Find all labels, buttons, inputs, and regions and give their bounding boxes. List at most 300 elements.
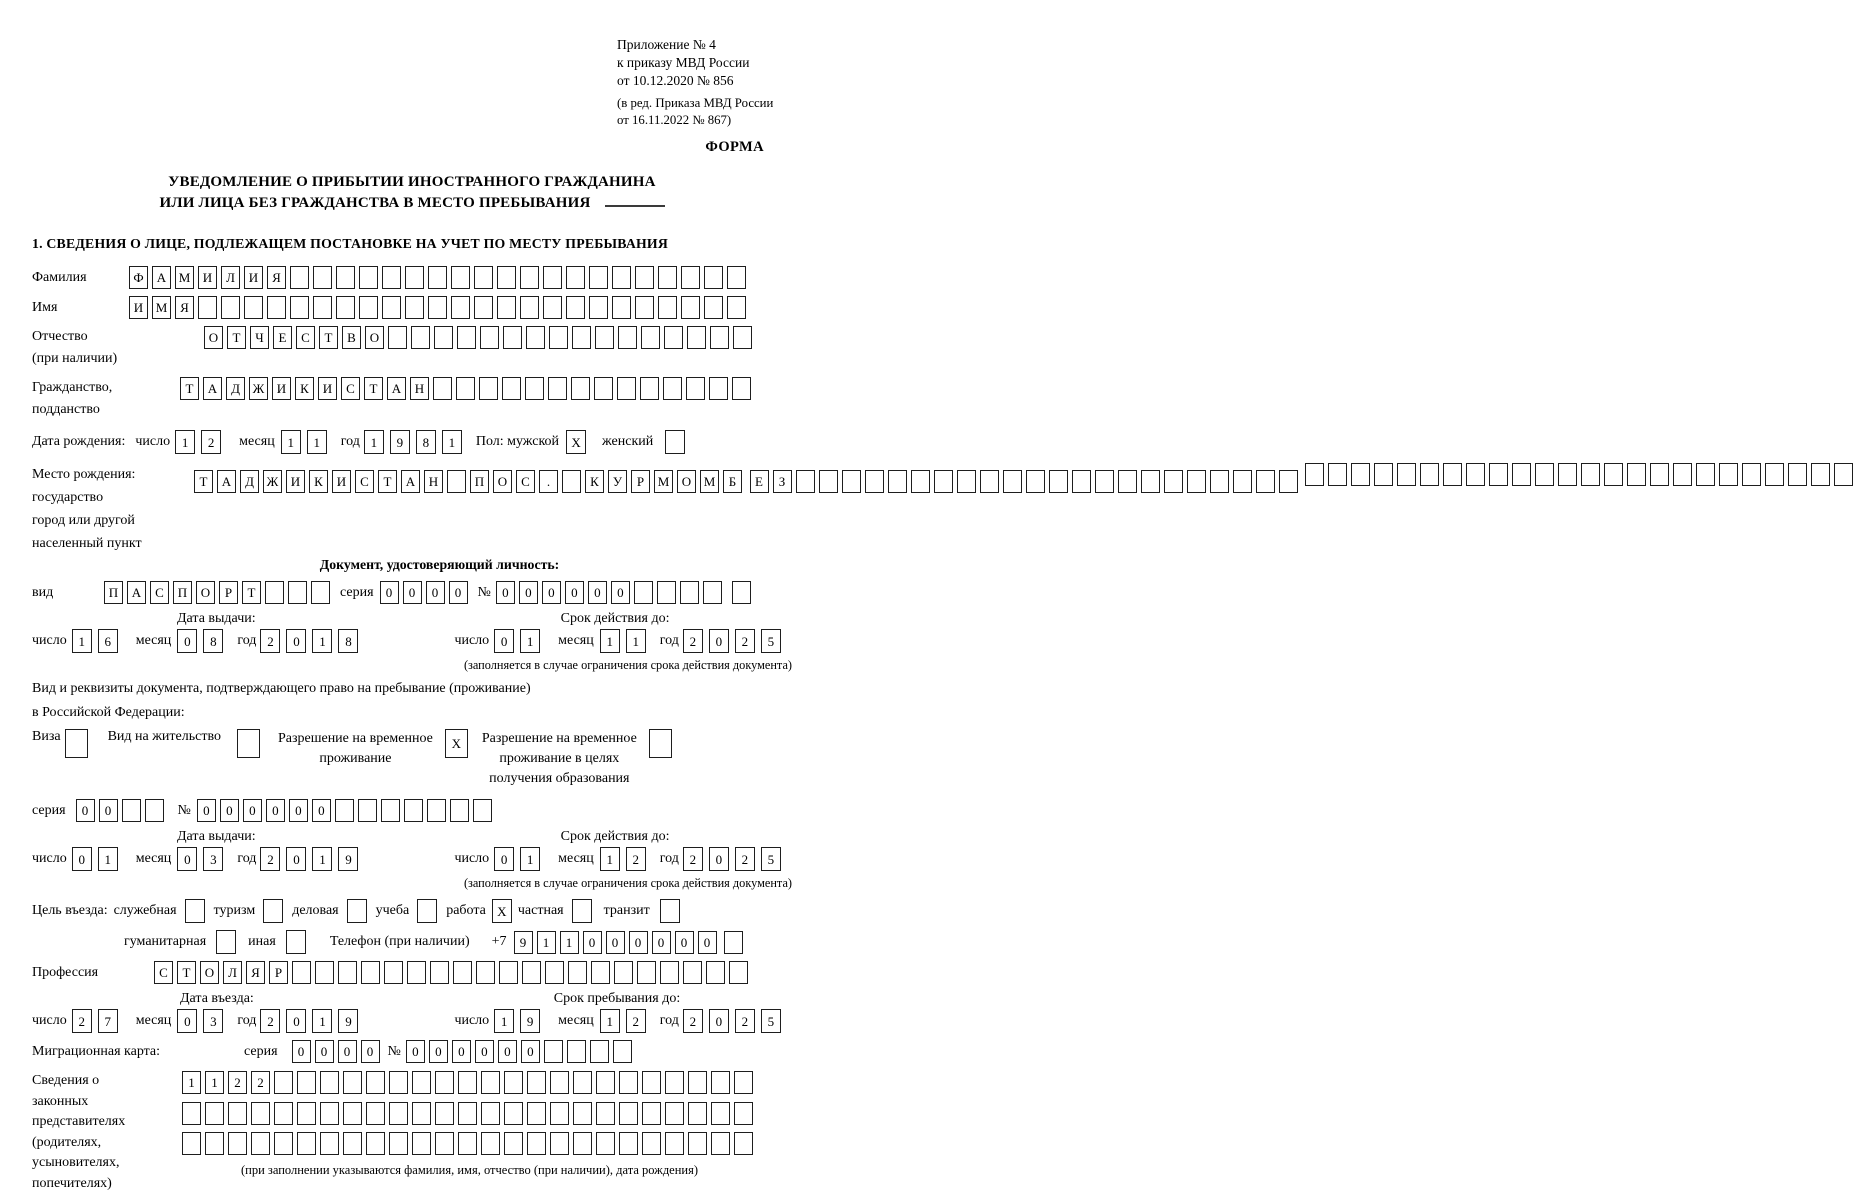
char-box[interactable]	[796, 470, 815, 493]
char-box[interactable]: 0	[76, 799, 95, 822]
char-box[interactable]: 5	[761, 629, 781, 653]
char-box[interactable]: 0	[403, 581, 422, 604]
char-box[interactable]: X	[445, 729, 468, 758]
char-box[interactable]	[313, 266, 332, 289]
char-box[interactable]: 0	[698, 931, 717, 954]
char-box[interactable]	[1233, 470, 1252, 493]
char-box[interactable]	[1604, 463, 1623, 486]
char-box[interactable]: К	[585, 470, 604, 493]
char-box[interactable]	[724, 931, 743, 954]
char-box[interactable]	[681, 296, 700, 319]
char-box[interactable]	[614, 961, 633, 984]
char-box[interactable]	[435, 1071, 454, 1094]
char-box[interactable]	[642, 1132, 661, 1155]
char-box[interactable]	[640, 377, 659, 400]
char-box[interactable]: С	[516, 470, 535, 493]
char-box[interactable]: 9	[338, 847, 358, 871]
char-box[interactable]: 2	[228, 1071, 247, 1094]
char-box[interactable]	[1811, 463, 1830, 486]
char-box[interactable]	[596, 1102, 615, 1125]
char-box[interactable]: 9	[514, 931, 533, 954]
char-box[interactable]	[417, 899, 437, 923]
char-box[interactable]: 1	[494, 1009, 514, 1033]
char-box[interactable]	[1026, 470, 1045, 493]
char-box[interactable]	[543, 296, 562, 319]
char-box[interactable]	[320, 1071, 339, 1094]
char-box[interactable]: Р	[219, 581, 238, 604]
char-box[interactable]: И	[198, 266, 217, 289]
char-box[interactable]: С	[154, 961, 173, 984]
char-box[interactable]: Д	[240, 470, 259, 493]
char-box[interactable]: 2	[260, 847, 280, 871]
char-box[interactable]	[642, 1071, 661, 1094]
char-box[interactable]	[405, 296, 424, 319]
char-box[interactable]	[237, 729, 260, 758]
char-box[interactable]	[572, 899, 592, 923]
char-box[interactable]	[435, 1102, 454, 1125]
char-box[interactable]: 1	[520, 629, 540, 653]
char-box[interactable]	[660, 899, 680, 923]
char-box[interactable]	[612, 296, 631, 319]
char-box[interactable]	[734, 1132, 753, 1155]
char-box[interactable]	[525, 377, 544, 400]
char-box[interactable]	[665, 1071, 684, 1094]
char-box[interactable]	[591, 961, 610, 984]
char-box[interactable]: 9	[520, 1009, 540, 1033]
char-box[interactable]	[527, 1071, 546, 1094]
char-box[interactable]	[65, 729, 88, 758]
char-box[interactable]	[595, 326, 614, 349]
char-box[interactable]	[480, 326, 499, 349]
char-box[interactable]: 0	[426, 581, 445, 604]
char-box[interactable]	[686, 377, 705, 400]
char-box[interactable]: 1	[600, 629, 620, 653]
char-box[interactable]	[688, 1132, 707, 1155]
char-box[interactable]	[476, 961, 495, 984]
char-box[interactable]	[711, 1071, 730, 1094]
char-box[interactable]: 0	[243, 799, 262, 822]
char-box[interactable]: 0	[286, 1009, 306, 1033]
char-box[interactable]	[681, 266, 700, 289]
char-box[interactable]: 3	[203, 1009, 223, 1033]
char-box[interactable]	[122, 799, 141, 822]
char-box[interactable]: Я	[175, 296, 194, 319]
char-box[interactable]	[451, 296, 470, 319]
char-box[interactable]	[1512, 463, 1531, 486]
char-box[interactable]: 1	[626, 629, 646, 653]
char-box[interactable]	[267, 296, 286, 319]
char-box[interactable]: Т	[242, 581, 261, 604]
char-box[interactable]	[680, 581, 699, 604]
char-box[interactable]	[526, 326, 545, 349]
char-box[interactable]	[336, 296, 355, 319]
char-box[interactable]: 2	[735, 1009, 755, 1033]
char-box[interactable]: 1	[312, 629, 332, 653]
char-box[interactable]	[589, 296, 608, 319]
char-box[interactable]: X	[566, 430, 586, 454]
char-box[interactable]	[458, 1132, 477, 1155]
char-box[interactable]	[504, 1102, 523, 1125]
char-box[interactable]	[343, 1132, 362, 1155]
char-box[interactable]	[710, 326, 729, 349]
char-box[interactable]: 3	[203, 847, 223, 871]
char-box[interactable]: Т	[177, 961, 196, 984]
char-box[interactable]: 0	[652, 931, 671, 954]
char-box[interactable]	[315, 961, 334, 984]
char-box[interactable]	[1351, 463, 1370, 486]
char-box[interactable]: 0	[494, 847, 514, 871]
char-box[interactable]	[1072, 470, 1091, 493]
char-box[interactable]	[658, 296, 677, 319]
char-box[interactable]	[457, 326, 476, 349]
char-box[interactable]	[297, 1102, 316, 1125]
char-box[interactable]: 0	[519, 581, 538, 604]
char-box[interactable]	[381, 799, 400, 822]
char-box[interactable]: Р	[631, 470, 650, 493]
char-box[interactable]	[428, 266, 447, 289]
char-box[interactable]: 0	[588, 581, 607, 604]
char-box[interactable]	[274, 1132, 293, 1155]
char-box[interactable]	[366, 1071, 385, 1094]
char-box[interactable]	[404, 799, 423, 822]
char-box[interactable]: Ч	[250, 326, 269, 349]
char-box[interactable]	[635, 266, 654, 289]
char-box[interactable]	[571, 377, 590, 400]
char-box[interactable]: А	[401, 470, 420, 493]
char-box[interactable]	[359, 296, 378, 319]
char-box[interactable]	[343, 1102, 362, 1125]
char-box[interactable]	[481, 1132, 500, 1155]
char-box[interactable]: 0	[675, 931, 694, 954]
char-box[interactable]	[311, 581, 330, 604]
char-box[interactable]	[572, 326, 591, 349]
char-box[interactable]	[1305, 463, 1324, 486]
char-box[interactable]	[617, 377, 636, 400]
char-box[interactable]: 1	[307, 430, 327, 454]
char-box[interactable]	[481, 1071, 500, 1094]
char-box[interactable]: Т	[180, 377, 199, 400]
char-box[interactable]: 0	[498, 1040, 517, 1063]
char-box[interactable]	[297, 1071, 316, 1094]
char-box[interactable]	[733, 326, 752, 349]
char-box[interactable]	[1095, 470, 1114, 493]
char-box[interactable]	[456, 377, 475, 400]
char-box[interactable]	[619, 1132, 638, 1155]
char-box[interactable]	[205, 1132, 224, 1155]
char-box[interactable]: 2	[251, 1071, 270, 1094]
char-box[interactable]	[1210, 470, 1229, 493]
char-box[interactable]	[683, 961, 702, 984]
char-box[interactable]: 0	[286, 629, 306, 653]
char-box[interactable]: 9	[338, 1009, 358, 1033]
char-box[interactable]	[635, 296, 654, 319]
char-box[interactable]	[1420, 463, 1439, 486]
char-box[interactable]	[274, 1102, 293, 1125]
char-box[interactable]: 1	[281, 430, 301, 454]
char-box[interactable]: П	[173, 581, 192, 604]
char-box[interactable]: С	[296, 326, 315, 349]
char-box[interactable]	[335, 799, 354, 822]
char-box[interactable]: 0	[72, 847, 92, 871]
char-box[interactable]	[980, 470, 999, 493]
char-box[interactable]	[497, 266, 516, 289]
char-box[interactable]: 0	[611, 581, 630, 604]
char-box[interactable]	[619, 1071, 638, 1094]
char-box[interactable]	[658, 266, 677, 289]
char-box[interactable]: 0	[361, 1040, 380, 1063]
char-box[interactable]	[641, 326, 660, 349]
char-box[interactable]	[412, 1071, 431, 1094]
char-box[interactable]	[313, 296, 332, 319]
char-box[interactable]	[228, 1132, 247, 1155]
char-box[interactable]	[198, 296, 217, 319]
char-box[interactable]	[1719, 463, 1738, 486]
char-box[interactable]: 0	[99, 799, 118, 822]
char-box[interactable]: С	[150, 581, 169, 604]
char-box[interactable]: 0	[312, 799, 331, 822]
char-box[interactable]: И	[332, 470, 351, 493]
char-box[interactable]: О	[204, 326, 223, 349]
char-box[interactable]	[411, 326, 430, 349]
char-box[interactable]	[664, 326, 683, 349]
char-box[interactable]	[428, 296, 447, 319]
char-box[interactable]	[382, 296, 401, 319]
char-box[interactable]: М	[654, 470, 673, 493]
char-box[interactable]	[734, 1071, 753, 1094]
char-box[interactable]	[297, 1132, 316, 1155]
char-box[interactable]	[1118, 470, 1137, 493]
char-box[interactable]	[568, 961, 587, 984]
char-box[interactable]	[573, 1132, 592, 1155]
char-box[interactable]: Л	[221, 266, 240, 289]
char-box[interactable]: 0	[177, 629, 197, 653]
char-box[interactable]	[320, 1102, 339, 1125]
char-box[interactable]: 0	[709, 1009, 729, 1033]
char-box[interactable]: Р	[269, 961, 288, 984]
char-box[interactable]	[1187, 470, 1206, 493]
char-box[interactable]	[934, 470, 953, 493]
char-box[interactable]: X	[492, 899, 512, 923]
char-box[interactable]: 1	[600, 1009, 620, 1033]
char-box[interactable]: 1	[520, 847, 540, 871]
char-box[interactable]: 0	[709, 847, 729, 871]
char-box[interactable]: 1	[72, 629, 92, 653]
char-box[interactable]: А	[387, 377, 406, 400]
char-box[interactable]: 0	[292, 1040, 311, 1063]
char-box[interactable]	[688, 1071, 707, 1094]
char-box[interactable]: Л	[223, 961, 242, 984]
char-box[interactable]	[274, 1071, 293, 1094]
char-box[interactable]	[389, 1102, 408, 1125]
char-box[interactable]	[474, 266, 493, 289]
char-box[interactable]	[405, 266, 424, 289]
char-box[interactable]	[1673, 463, 1692, 486]
char-box[interactable]: Н	[424, 470, 443, 493]
char-box[interactable]: 2	[201, 430, 221, 454]
char-box[interactable]: 2	[683, 629, 703, 653]
char-box[interactable]	[1581, 463, 1600, 486]
char-box[interactable]	[704, 266, 723, 289]
char-box[interactable]: 0	[521, 1040, 540, 1063]
char-box[interactable]: О	[365, 326, 384, 349]
char-box[interactable]	[729, 961, 748, 984]
char-box[interactable]	[434, 326, 453, 349]
char-box[interactable]	[343, 1071, 362, 1094]
char-box[interactable]: М	[175, 266, 194, 289]
char-box[interactable]	[479, 377, 498, 400]
char-box[interactable]: 1	[175, 430, 195, 454]
char-box[interactable]	[618, 326, 637, 349]
char-box[interactable]: У	[608, 470, 627, 493]
char-box[interactable]	[544, 1040, 563, 1063]
char-box[interactable]	[711, 1102, 730, 1125]
char-box[interactable]	[657, 581, 676, 604]
char-box[interactable]	[1256, 470, 1275, 493]
char-box[interactable]	[473, 799, 492, 822]
char-box[interactable]: И	[286, 470, 305, 493]
char-box[interactable]	[1374, 463, 1393, 486]
char-box[interactable]: 0	[177, 847, 197, 871]
char-box[interactable]: 6	[98, 629, 118, 653]
char-box[interactable]	[382, 266, 401, 289]
char-box[interactable]	[732, 377, 751, 400]
char-box[interactable]: Т	[364, 377, 383, 400]
char-box[interactable]: 0	[286, 847, 306, 871]
char-box[interactable]: 2	[72, 1009, 92, 1033]
char-box[interactable]	[450, 799, 469, 822]
char-box[interactable]	[1328, 463, 1347, 486]
char-box[interactable]	[957, 470, 976, 493]
char-box[interactable]: 1	[182, 1071, 201, 1094]
char-box[interactable]: 0	[475, 1040, 494, 1063]
char-box[interactable]	[665, 1102, 684, 1125]
char-box[interactable]: 5	[761, 1009, 781, 1033]
char-box[interactable]: 0	[629, 931, 648, 954]
char-box[interactable]: 5	[761, 847, 781, 871]
char-box[interactable]	[911, 470, 930, 493]
char-box[interactable]	[336, 266, 355, 289]
char-box[interactable]: 8	[338, 629, 358, 653]
char-box[interactable]: 1	[364, 430, 384, 454]
char-box[interactable]	[244, 296, 263, 319]
char-box[interactable]	[1696, 463, 1715, 486]
char-box[interactable]: А	[203, 377, 222, 400]
char-box[interactable]	[734, 1102, 753, 1125]
char-box[interactable]	[562, 470, 581, 493]
char-box[interactable]	[221, 296, 240, 319]
char-box[interactable]: 0	[494, 629, 514, 653]
char-box[interactable]: А	[217, 470, 236, 493]
char-box[interactable]: 1	[560, 931, 579, 954]
char-box[interactable]: 8	[203, 629, 223, 653]
char-box[interactable]: 0	[429, 1040, 448, 1063]
char-box[interactable]: 0	[606, 931, 625, 954]
char-box[interactable]	[527, 1102, 546, 1125]
char-box[interactable]	[292, 961, 311, 984]
char-box[interactable]	[704, 296, 723, 319]
char-box[interactable]: 0	[177, 1009, 197, 1033]
char-box[interactable]	[550, 1132, 569, 1155]
char-box[interactable]	[504, 1071, 523, 1094]
char-box[interactable]	[1535, 463, 1554, 486]
char-box[interactable]	[545, 961, 564, 984]
char-box[interactable]: .	[539, 470, 558, 493]
char-box[interactable]	[688, 1102, 707, 1125]
char-box[interactable]	[566, 266, 585, 289]
char-box[interactable]: А	[152, 266, 171, 289]
char-box[interactable]: 0	[266, 799, 285, 822]
char-box[interactable]	[727, 296, 746, 319]
char-box[interactable]: И	[272, 377, 291, 400]
char-box[interactable]	[251, 1132, 270, 1155]
char-box[interactable]: 1	[98, 847, 118, 871]
char-box[interactable]	[497, 296, 516, 319]
char-box[interactable]: Ж	[263, 470, 282, 493]
char-box[interactable]	[458, 1102, 477, 1125]
char-box[interactable]	[1003, 470, 1022, 493]
char-box[interactable]: 0	[338, 1040, 357, 1063]
char-box[interactable]	[594, 377, 613, 400]
char-box[interactable]	[290, 296, 309, 319]
char-box[interactable]: Т	[227, 326, 246, 349]
char-box[interactable]	[412, 1132, 431, 1155]
char-box[interactable]	[634, 581, 653, 604]
char-box[interactable]	[549, 326, 568, 349]
char-box[interactable]: 1	[442, 430, 462, 454]
char-box[interactable]	[732, 581, 751, 604]
char-box[interactable]: 9	[390, 430, 410, 454]
char-box[interactable]	[665, 1132, 684, 1155]
char-box[interactable]: Е	[750, 470, 769, 493]
char-box[interactable]: 0	[289, 799, 308, 822]
char-box[interactable]: З	[773, 470, 792, 493]
char-box[interactable]	[612, 266, 631, 289]
char-box[interactable]: П	[104, 581, 123, 604]
char-box[interactable]	[453, 961, 472, 984]
char-box[interactable]	[481, 1102, 500, 1125]
char-box[interactable]	[474, 296, 493, 319]
char-box[interactable]: 0	[220, 799, 239, 822]
char-box[interactable]	[435, 1132, 454, 1155]
char-box[interactable]	[290, 266, 309, 289]
char-box[interactable]: П	[470, 470, 489, 493]
char-box[interactable]: В	[342, 326, 361, 349]
char-box[interactable]	[819, 470, 838, 493]
char-box[interactable]	[665, 430, 685, 454]
char-box[interactable]	[502, 377, 521, 400]
char-box[interactable]	[573, 1102, 592, 1125]
char-box[interactable]: М	[700, 470, 719, 493]
char-box[interactable]: 1	[312, 1009, 332, 1033]
char-box[interactable]	[1558, 463, 1577, 486]
char-box[interactable]	[706, 961, 725, 984]
char-box[interactable]	[1279, 470, 1298, 493]
char-box[interactable]	[359, 266, 378, 289]
char-box[interactable]: И	[318, 377, 337, 400]
char-box[interactable]: 2	[683, 1009, 703, 1033]
char-box[interactable]	[687, 326, 706, 349]
char-box[interactable]	[288, 581, 307, 604]
char-box[interactable]: 2	[626, 847, 646, 871]
char-box[interactable]: Е	[273, 326, 292, 349]
char-box[interactable]	[205, 1102, 224, 1125]
char-box[interactable]	[589, 266, 608, 289]
char-box[interactable]	[727, 266, 746, 289]
char-box[interactable]: 0	[315, 1040, 334, 1063]
char-box[interactable]	[1627, 463, 1646, 486]
char-box[interactable]	[566, 296, 585, 319]
char-box[interactable]	[520, 296, 539, 319]
